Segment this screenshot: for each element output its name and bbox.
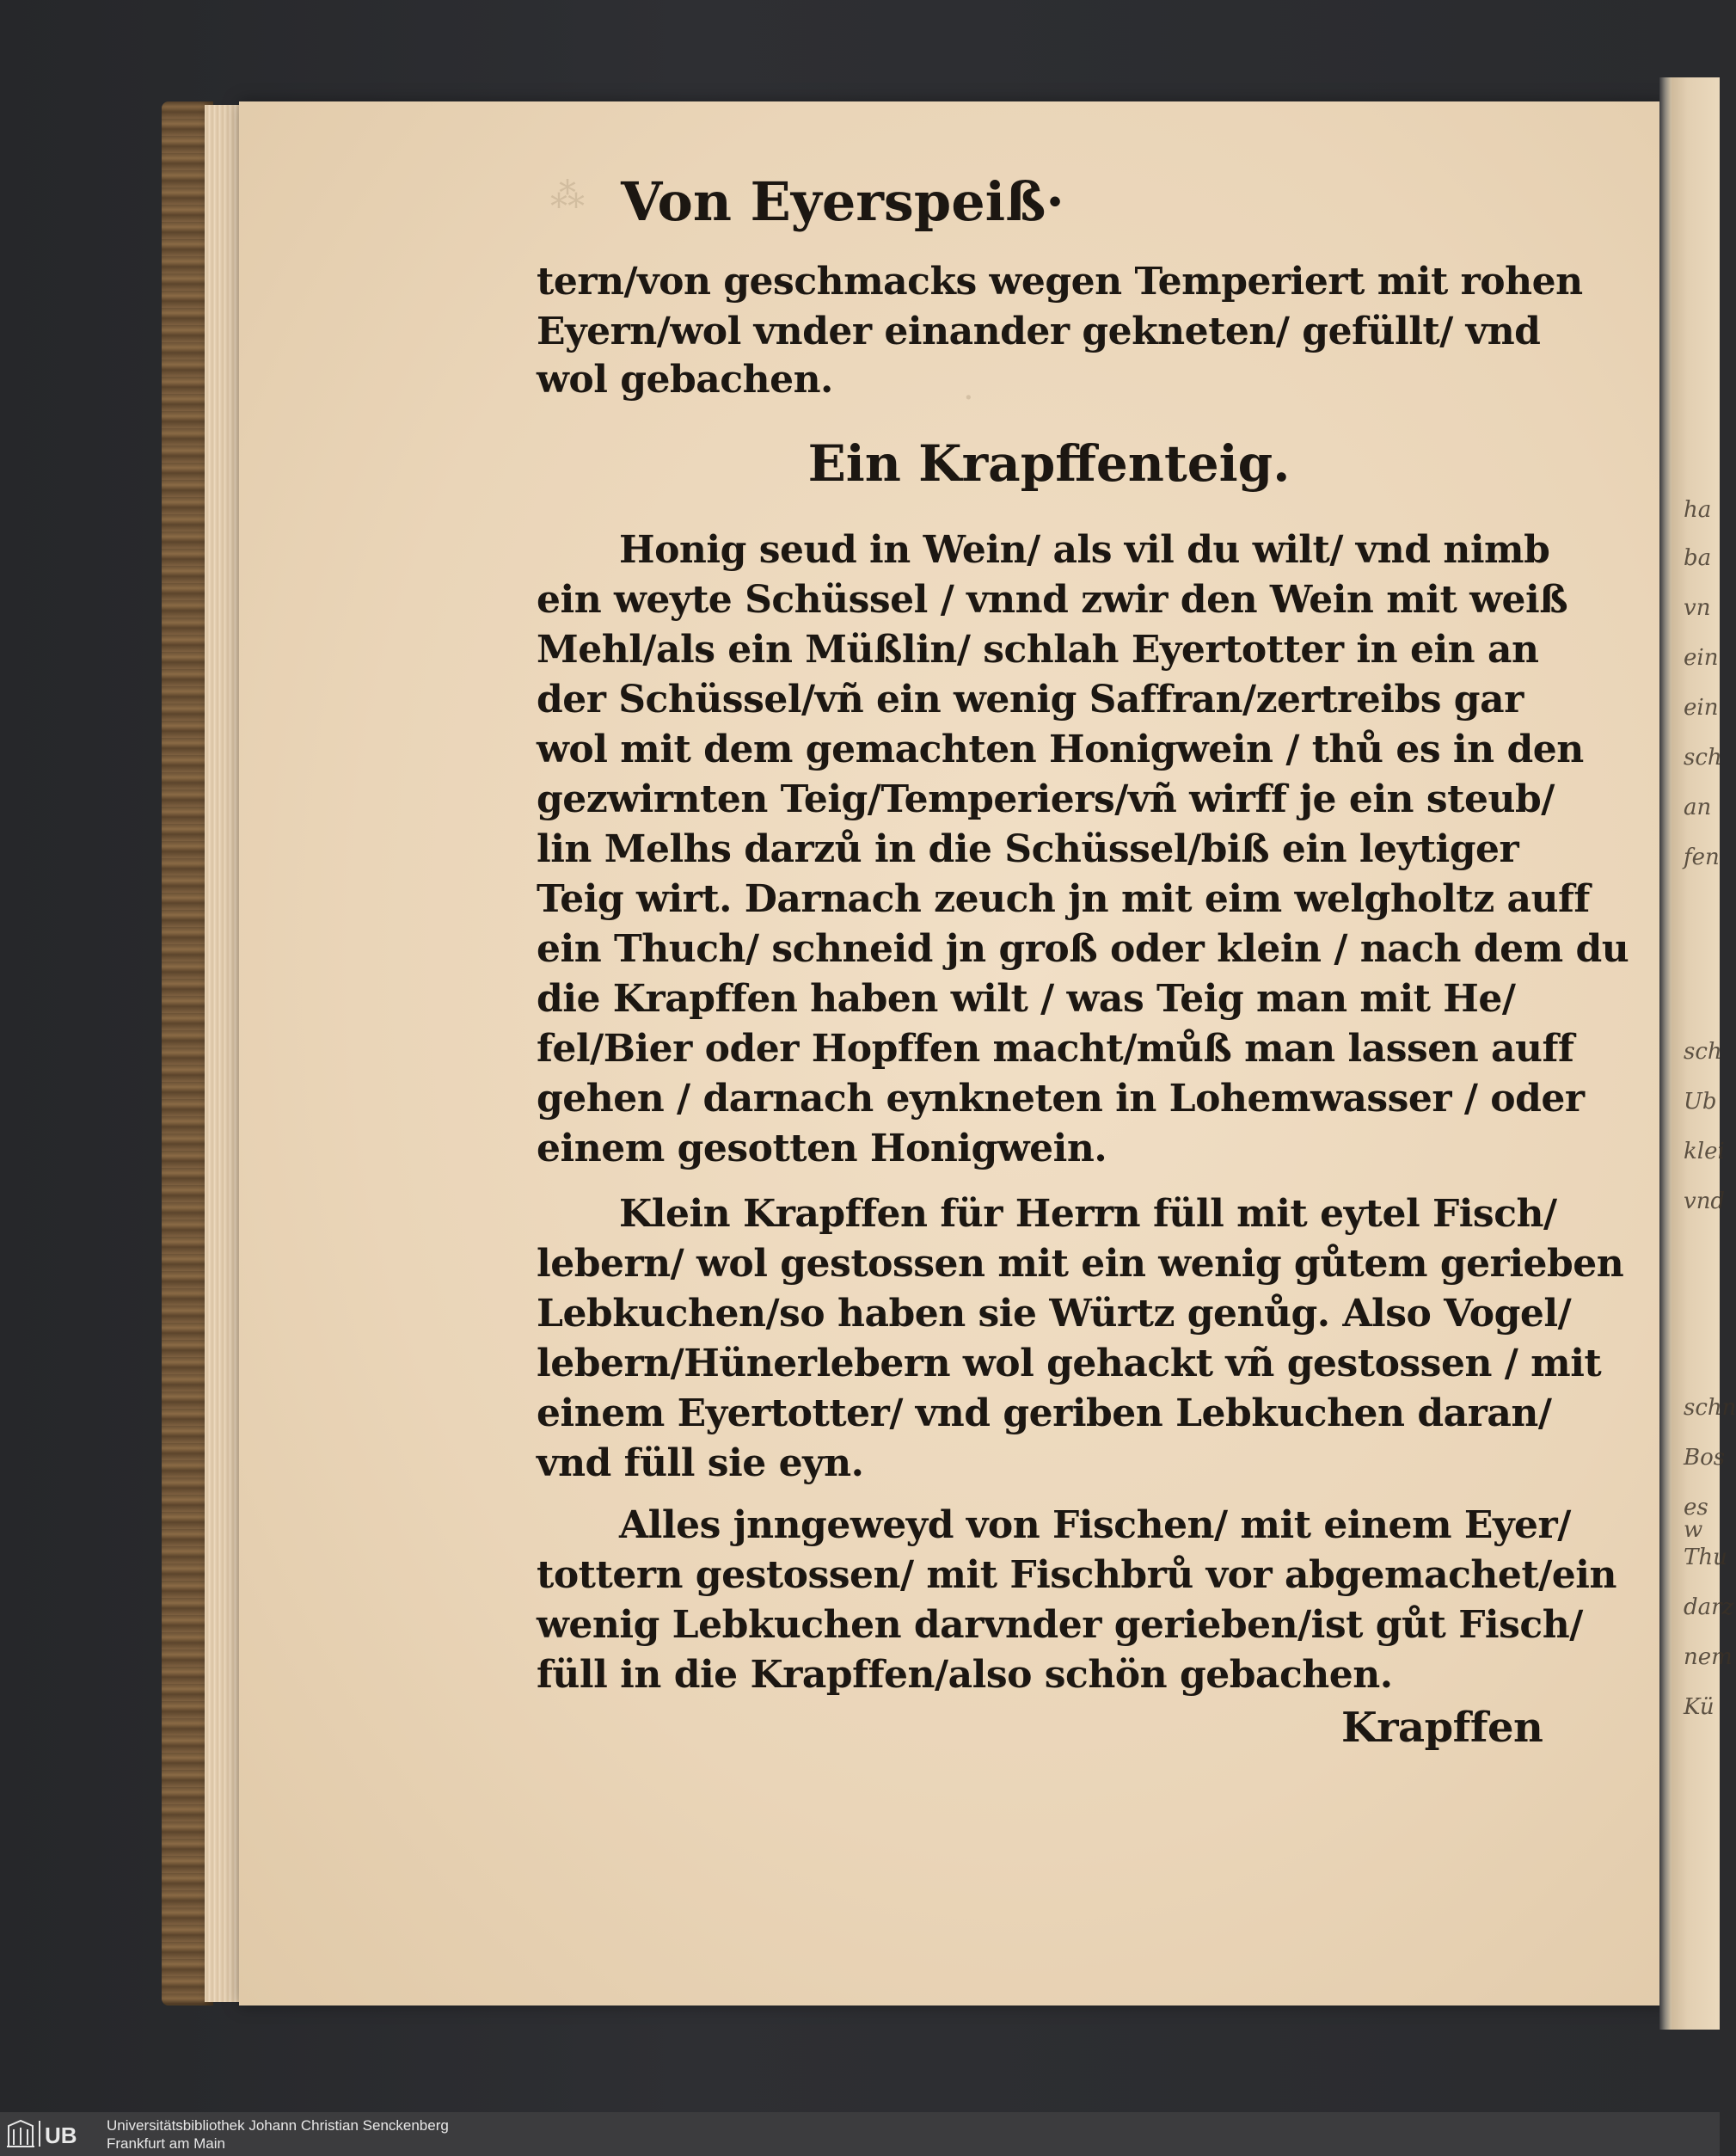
margin-fragment: an (1684, 795, 1712, 820)
text-line: vnd füll sie eyn. (537, 1441, 864, 1485)
text-line: Lebkuchen/so haben sie Würtz genůg. Also Vogel/ (537, 1292, 1572, 1336)
text-line: die Krapffen haben wilt / was Teig man mit He/ (537, 977, 1516, 1021)
text-line: gezwirnten Teig/Temperiers/vñ wirff je ein steub/ (537, 777, 1555, 821)
text-line: ein Thuch/ schneid jn groß oder klein / nach dem du (537, 927, 1629, 971)
margin-fragment: fen (1684, 845, 1720, 870)
text-line: lebern/ wol gestossen mit ein wenig gůtem gerieben (537, 1242, 1624, 1286)
text-line: lin Melhs darzů in die Schüssel/biß ein leytiger (537, 827, 1519, 871)
text-line: einem gesotten Honigwein. (537, 1127, 1107, 1170)
margin-fragment: ba (1684, 545, 1712, 571)
text-line: füll in die Krapffen/also schön gebachen. (537, 1653, 1393, 1697)
text-line: tern/von geschmacks wegen Temperiert mit rohen (537, 260, 1583, 304)
text-line: einem Eyertotter/ vnd geriben Lebkuchen daran/ (537, 1391, 1552, 1435)
catchword: Krapffen (1341, 1704, 1543, 1752)
margin-fragment: nem (1684, 1644, 1733, 1670)
text-line: Alles jnngeweyd von Fischen/ mit einem Eyer/ (619, 1503, 1571, 1547)
margin-fragment: vnd (1684, 1189, 1726, 1214)
institution-city: Frankfurt am Main (107, 2135, 225, 2152)
text-line: Eyern/wol vnder einander gekneten/ gefüllt/ vnd (537, 310, 1541, 353)
margin-fragment: schn (1684, 1395, 1736, 1421)
margin-fragment: Ub (1684, 1089, 1717, 1115)
margin-fragment: darz (1684, 1594, 1734, 1620)
margin-fragment: klei (1684, 1139, 1725, 1164)
logo-text: UB (45, 2122, 77, 2148)
text-line: tottern gestossen/ mit Fischbrů vor abgemachet/ein (537, 1553, 1616, 1597)
text-line: Klein Krapffen für Herrn füll mit eytel Fisch/ (619, 1192, 1557, 1236)
text-line: Mehl/als ein Müßlin/ schlah Eyertotter in ein an (537, 628, 1539, 672)
page-heading: Von Eyerspeiß· (621, 170, 1064, 233)
margin-fragment: sch (1684, 745, 1722, 771)
text-line: wol mit dem gemachten Honigwein / thů es in den (537, 728, 1584, 771)
institution-name: Universitätsbibliothek Johann Christian Senckenberg (107, 2117, 449, 2134)
text-line: lebern/Hünerlebern wol gehackt vñ gestossen / mit (537, 1342, 1602, 1385)
text-line: fel/Bier oder Hopffen macht/můß man lassen auff (537, 1027, 1574, 1071)
margin-fragment: sch (1684, 1039, 1722, 1065)
text-line: wol gebachen. (537, 358, 833, 402)
text-line: ein weyte Schüssel / vnnd zwir den Wein mit weiß (537, 578, 1568, 622)
section-heading: Ein Krapffenteig. (807, 434, 1291, 493)
margin-fragment: ha (1684, 497, 1712, 523)
text-line: wenig Lebkuchen darvnder gerieben/ist gůt Fisch/ (537, 1603, 1583, 1647)
margin-fragment: Thu (1684, 1545, 1727, 1570)
margin-fragment: ein (1684, 695, 1719, 721)
show-through-mark: ⁂ (550, 176, 585, 216)
text-line: der Schüssel/vñ ein wenig Saffran/zertreibs gar (537, 678, 1524, 722)
text-line: Teig wirt. Darnach zeuch jn mit eim welgholtz auff (537, 877, 1590, 921)
text-line: Honig seud in Wein/ als vil du wilt/ vnd nimb (619, 528, 1550, 572)
footer-bar (0, 2112, 1720, 2156)
margin-fragment: Kü (1684, 1694, 1715, 1720)
library-logo-icon (5, 2117, 95, 2150)
margin-fragment: Bos (1684, 1445, 1726, 1471)
margin-fragment: ein (1684, 645, 1719, 671)
page-gutter (1659, 77, 1672, 2030)
margin-fragment: vn (1684, 595, 1711, 621)
text-line: gehen / darnach eynkneten in Lohemwasser / oder (537, 1077, 1585, 1121)
margin-fragment: es w (1684, 1495, 1708, 1543)
show-through-mark: · (963, 378, 974, 418)
